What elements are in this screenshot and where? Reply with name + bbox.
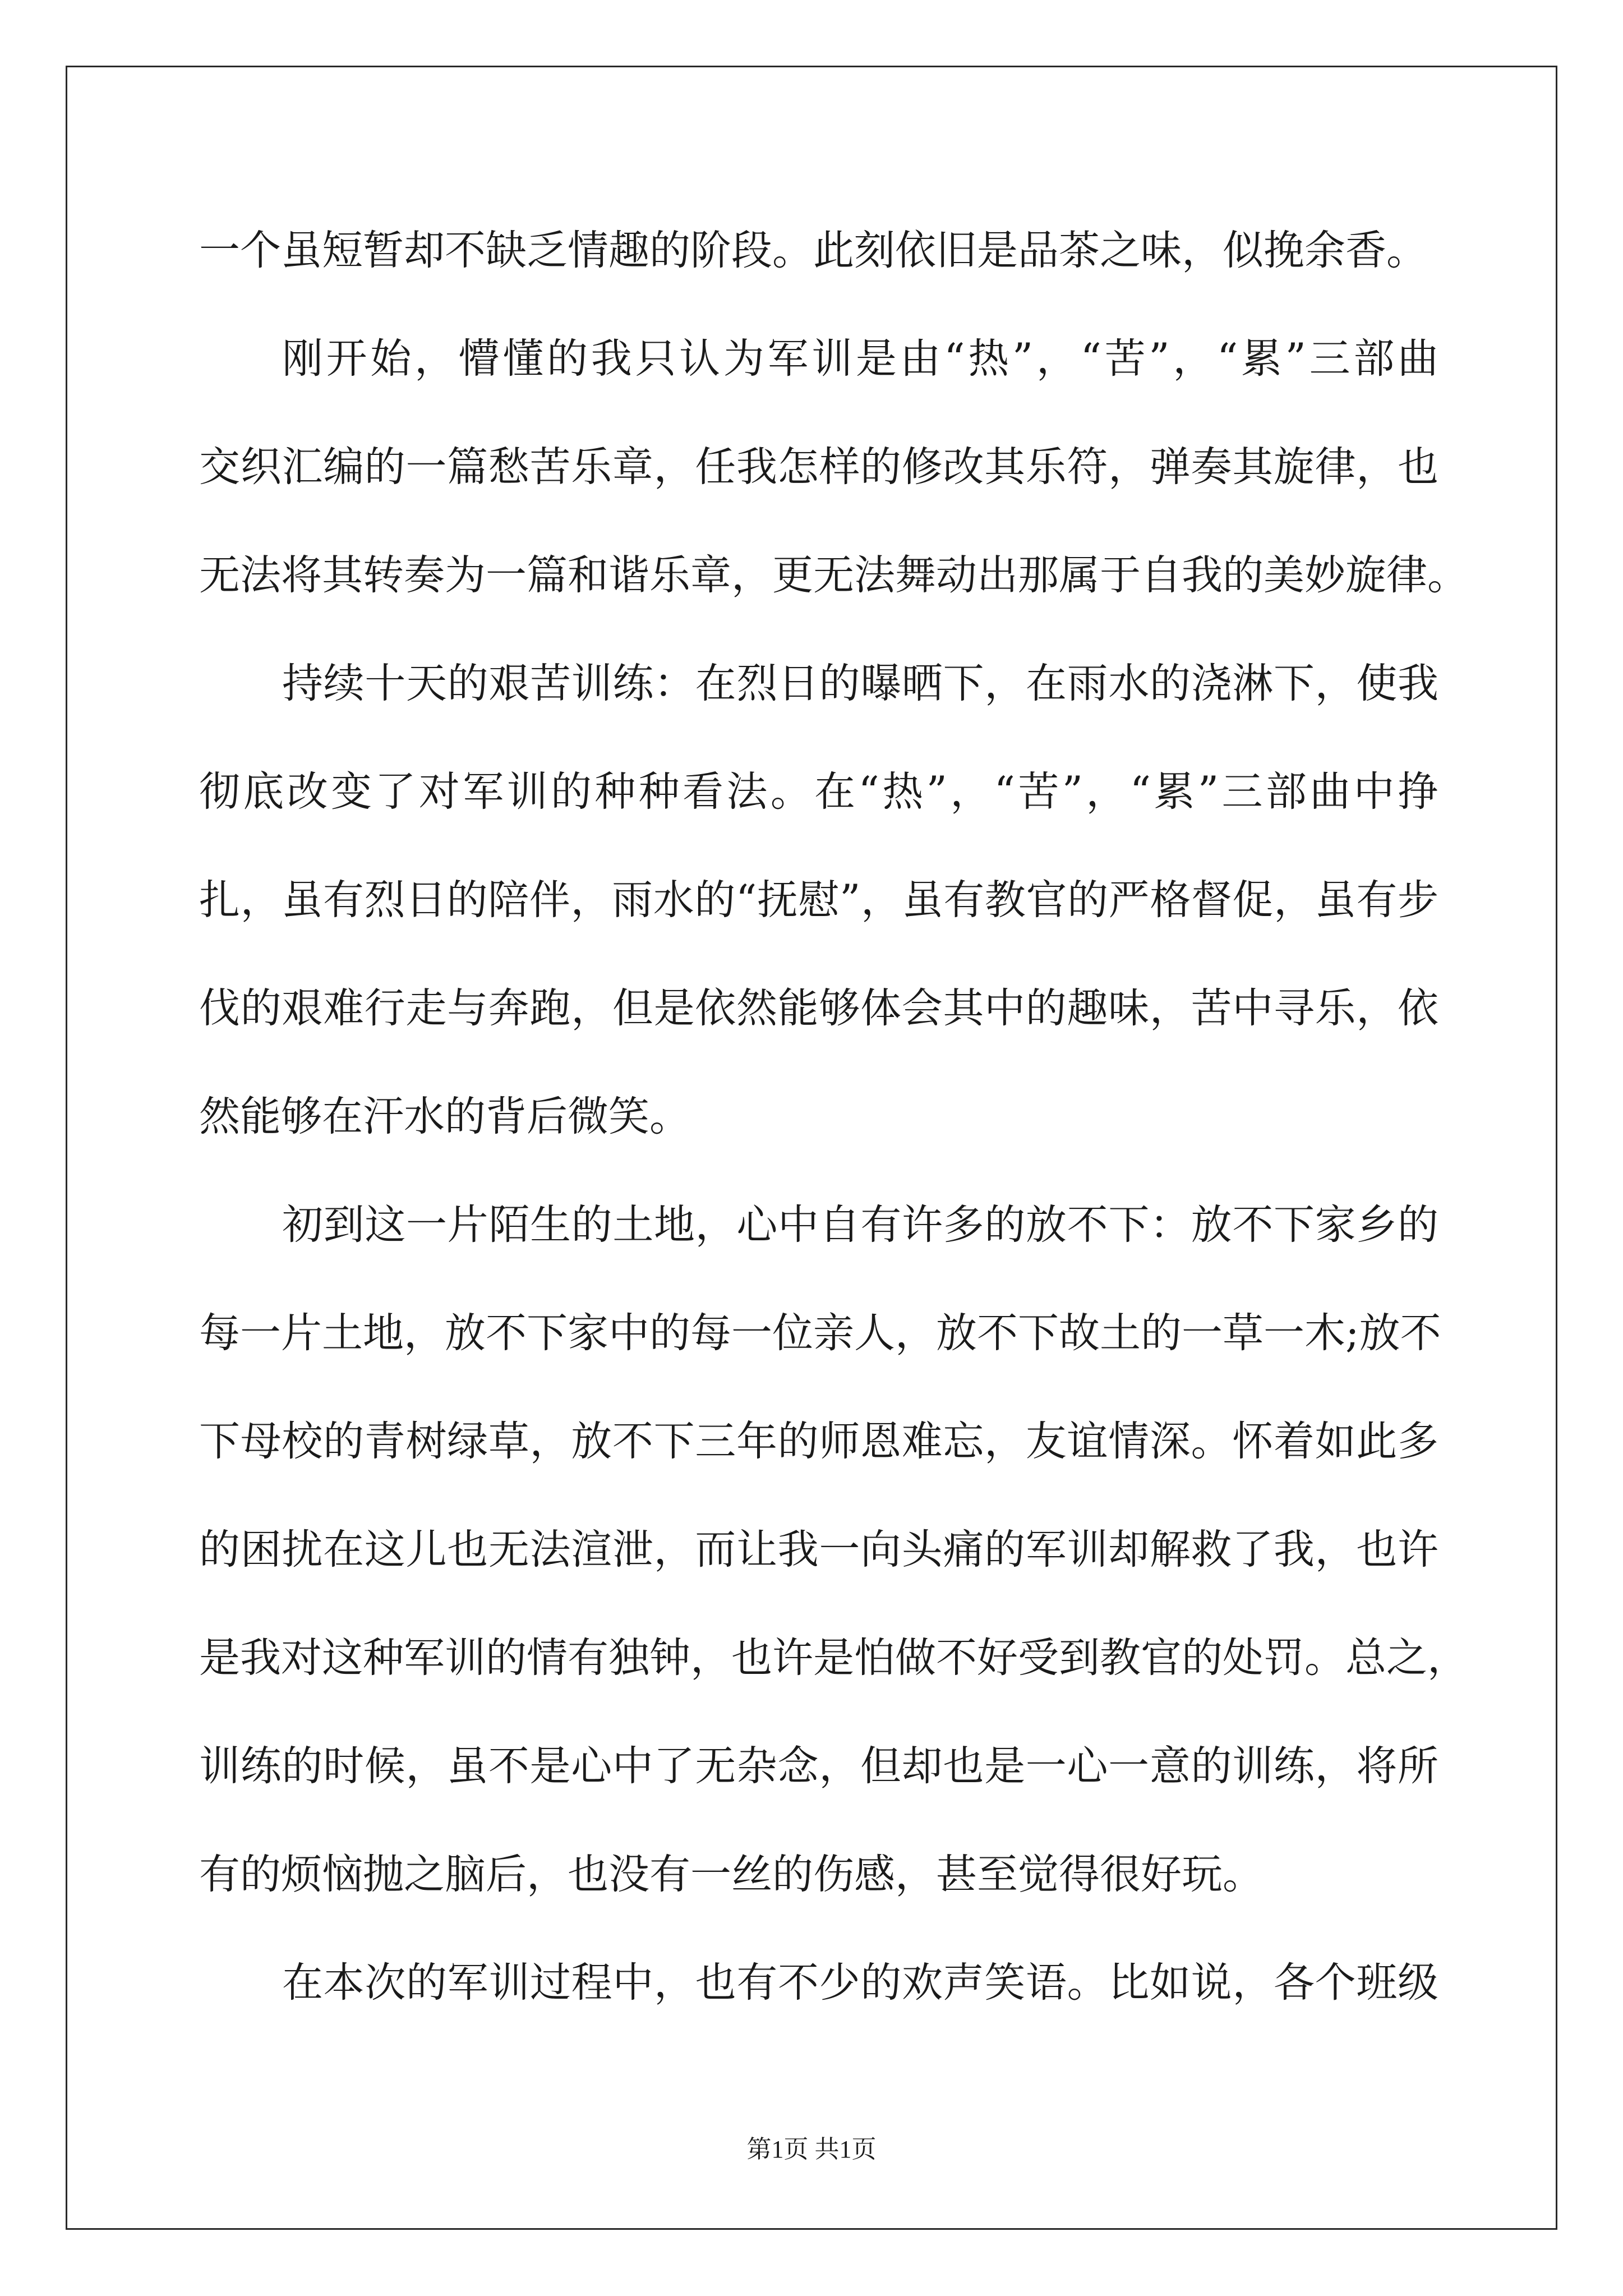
text-line: 交织汇编的一篇愁苦乐章，任我怎样的修改其乐符，弹奏其旋律，也 [199, 443, 1438, 491]
text-line: 的困扰在这儿也无法渲泄，而让我一向头痛的军训却解救了我，也许 [199, 1526, 1438, 1573]
text-line: 是我对这种军训的情有独钟，也许是怕做不好受到教官的处罚。总之， [199, 1634, 1468, 1682]
text-line: 一个虽短暂却不缺乏情趣的阶段。此刻依旧是品茶之味，似挽余香。 [199, 227, 1427, 274]
text-line: 训练的时候，虽不是心中了无杂念，但却也是一心一意的训练，将所 [199, 1742, 1438, 1790]
text-line: 扎，虽有烈日的陪伴，雨水的“抚慰”，虽有教官的严格督促，虽有步 [199, 876, 1438, 924]
page-border [66, 66, 1557, 2230]
text-line: 然能够在汗水的背后微笑。 [199, 1093, 690, 1140]
text-line: 有的烦恼抛之脑后，也没有一丝的伤感，甚至觉得很好玩。 [199, 1851, 1264, 1898]
text-line: 每一片土地，放不下家中的每一位亲人，放不下故土的一草一木;放不 [199, 1309, 1441, 1357]
text-line: 持续十天的艰苦训练：在烈日的曝晒下，在雨水的浇淋下，使我 [282, 660, 1438, 707]
text-line: 彻底改变了对军训的种种看法。在“热”，“苦”，“累”三部曲中挣 [199, 768, 1438, 816]
text-line: 无法将其转奏为一篇和谐乐章，更无法舞动出那属于自我的美妙旋律。 [199, 551, 1468, 599]
page-footer: 第1页 共1页 [746, 2136, 877, 2163]
text-line: 初到这一片陌生的土地，心中自有许多的放不下：放不下家乡的 [282, 1201, 1438, 1249]
text-line: 在本次的军训过程中，也有不少的欢声笑语。比如说，各个班级 [282, 1959, 1438, 2007]
text-line: 伐的艰难行走与奔跑，但是依然能够体会其中的趣味，苦中寻乐，依 [199, 984, 1438, 1032]
text-line: 下母校的青树绿草，放不下三年的师恩难忘，友谊情深。怀着如此多 [199, 1418, 1438, 1465]
text-line: 刚开始，懵懂的我只认为军训是由“热”，“苦”，“累”三部曲 [282, 335, 1438, 383]
